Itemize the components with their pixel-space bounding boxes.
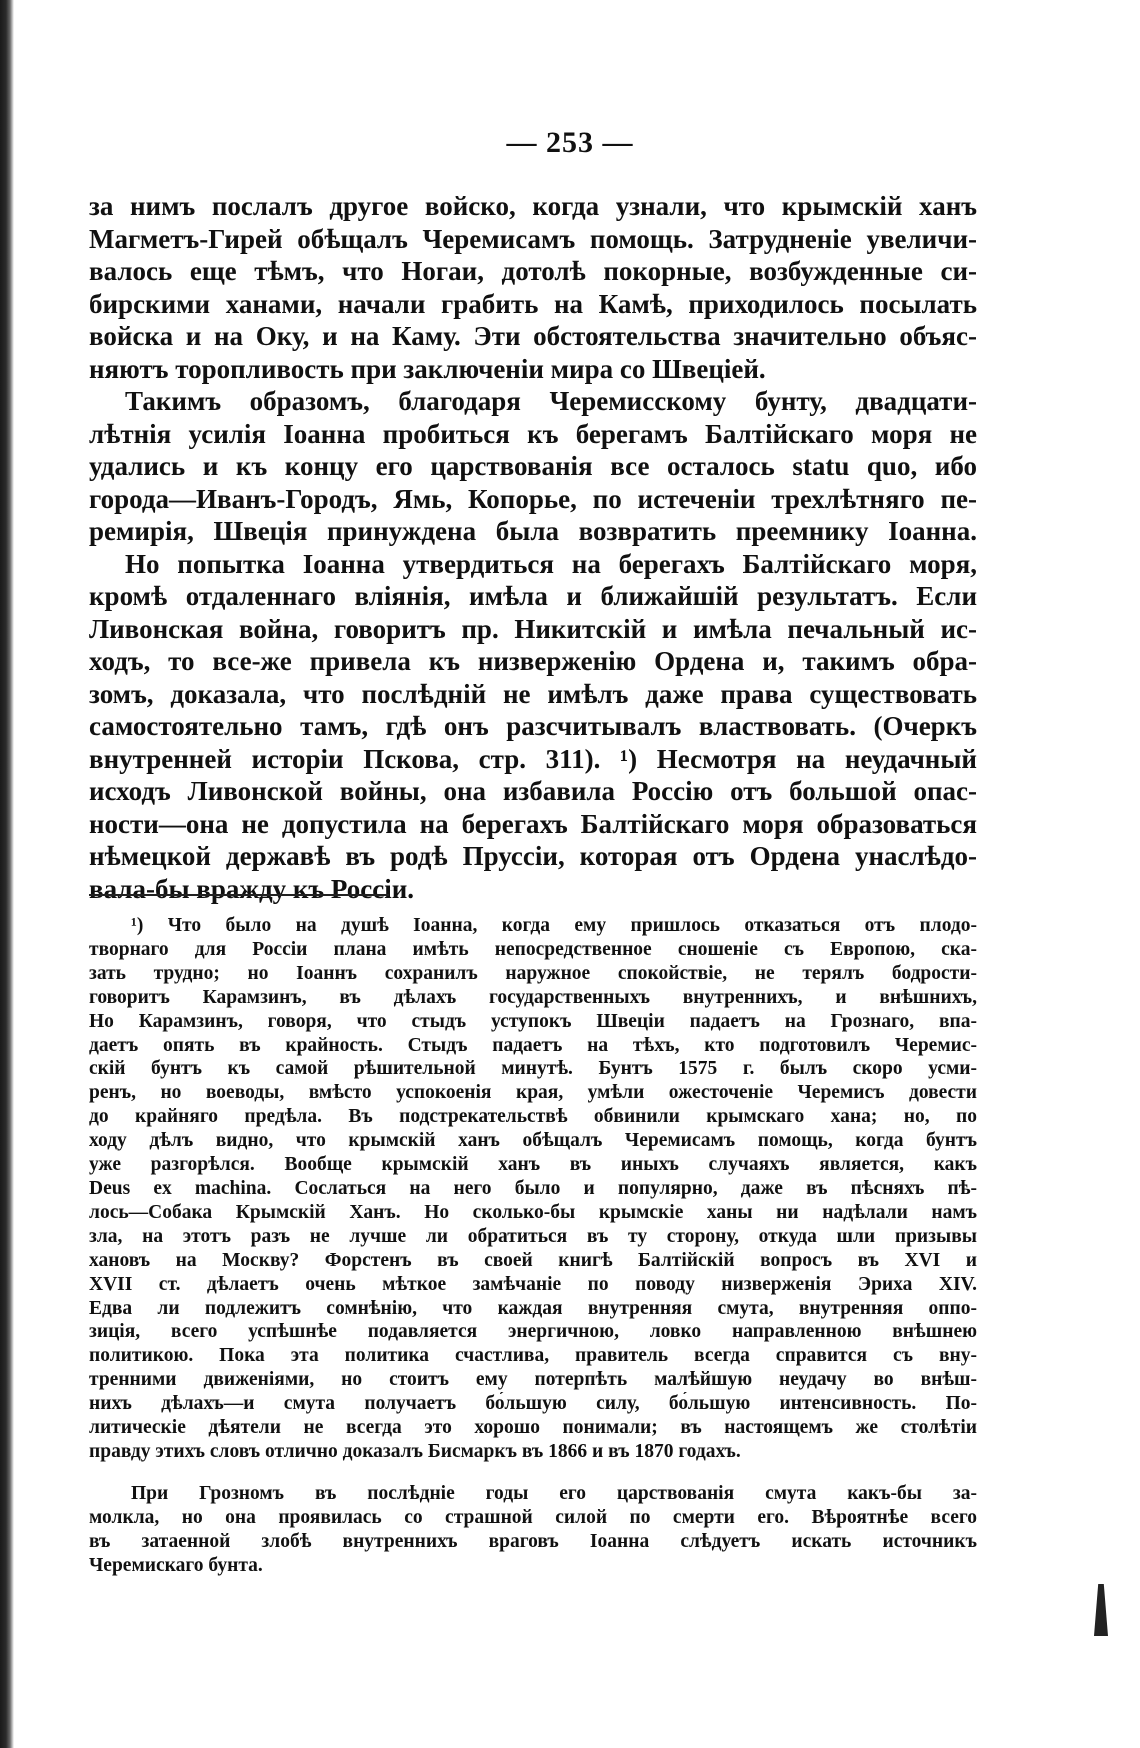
text-line: валось еще тѣмъ, что Ногаи, дотолѣ покорные, возбужденные си- [89,256,977,286]
text-line: Магметъ-Гирей обѣщалъ Черемисамъ помощь. Затрудненіе увеличи- [89,223,977,254]
scan-artifact-mark [1094,1584,1108,1636]
text-line: ности—она не допустила на берегахъ Балтійскаго моря образоваться [89,808,977,839]
text-line: ремирія, Швеція принуждена была возвратить преемнику Іоанна. [89,516,977,546]
page-number: — 253 — [506,126,634,159]
footnote-paragraph-gap [89,1464,977,1482]
text-line: ходъ, то все-же привела къ низверженію Ордена и, такимъ обра- [89,646,977,676]
text-line: удались и къ концу его царствованія все осталось statu quo, ибо [89,451,977,481]
footnote-line: правду этихъ словъ отлично доказалъ Бисмаркъ въ 1866 и въ 1870 годахъ. [89,1440,741,1462]
footnote-line: При Грозномъ въ послѣдніе годы его царствованія смута какъ-бы за- [131,1482,977,1504]
footnote-line: XVII ст. дѣлаетъ очень мѣткое замѣчаніе по поводу низверженія Эриха XIV. [89,1273,977,1295]
text-line: вала-бы вражду къ Россіи. [89,873,415,904]
text-line: за нимъ послалъ другое войско, когда узнали, что крымскій ханъ [89,191,977,221]
text-line: Ливонская война, говоритъ пр. Никитскій и имѣла печальный ис- [89,613,977,644]
text-line: войска и на Оку, и на Каму. Эти обстоятельства значительно объяс- [89,321,977,351]
footnote-line: Едва ли подлежитъ сомнѣнію, что каждая внутренняя смута, внутренняя оппо- [89,1297,977,1319]
text-line: кромѣ отдаленнаго вліянія, имѣла и ближайшій результатъ. Если [89,581,977,611]
footnote-line: ренъ, но воеводы, вмѣсто успокоенія края, умѣли ожесточеніе Черемисъ довести [89,1082,977,1104]
footnote-line: литическіе дѣятели не всегда это хорошо понимали; въ настоящемъ же столѣтіи [89,1417,977,1439]
footnote-line: зиція, всего успѣшнѣе подавляется энергичною, ловко направленною внѣшнею [89,1321,977,1343]
text-line: няютъ торопливость при заключеніи мира со Швеціей. [89,353,766,384]
text-line: исходъ Ливонской войны, она избавила Россію отъ большой опас- [89,776,977,806]
footnote-line: зать трудно; но Іоаннъ сохранилъ наружное спокойствіе, не терялъ бодрости- [89,962,977,984]
footnote-line: творнаго для Россіи плана имѣть непосредственное сношеніе съ Европою, ска- [89,938,977,960]
footnote-separator [89,894,389,896]
footnote-line: лось—Собака Крымскій Ханъ. Но сколько-бы крымскіе ханы ни надѣлали намъ [89,1201,977,1223]
footnote-line: Черемискаго бунта. [89,1554,263,1576]
footnote-line: зла, на этотъ разъ не лучше ли обратиться въ ту сторону, откуда шли призывы [89,1225,977,1247]
footnote-line: говоритъ Карамзинъ, въ дѣлахъ государственныхъ внутреннихъ, и внѣшнихъ, [89,986,977,1008]
text-line: Но попытка Іоанна утвердиться на берегахъ Балтійскаго моря, [125,548,977,579]
footnote-line: молкла, но она проявилась со страшной силой по смерти его. Вѣроятнѣе всего [89,1506,977,1528]
footnote-line: политикою. Пока эта политика счастлива, правитель всегда справится съ вну- [89,1345,977,1367]
text-line: Такимъ образомъ, благодаря Черемисскому бунту, двадцати- [125,386,977,416]
footnote-line: Но Карамзинъ, говоря, что стыдъ уступокъ Швеціи падаетъ на Грознаго, впа- [89,1010,977,1032]
footnote-line: нихъ дѣлахъ—и смута получаетъ бо́льшую силу, бо́льшую интенсивность. По- [89,1393,977,1415]
footnote-line: до крайняго предѣла. Въ подстрекательствѣ обвинили крымскаго хана; но, по [89,1106,977,1128]
footnote-line: тренними движеніями, но стоитъ ему потерпѣть малѣйшую неудачу во внѣш- [89,1369,977,1391]
text-line: нѣмецкой державѣ въ родѣ Пруссіи, которая отъ Ордена унаслѣдо- [89,841,977,871]
main-text-body [89,190,977,905]
text-line: самостоятельно тамъ, гдѣ онъ разсчитывалъ властвовать. (Очеркъ [89,711,977,741]
footnote-line: хановъ на Москву? Форстенъ въ своей книгѣ Балтійскій вопросъ въ XVI и [89,1249,977,1271]
footnotes-section [89,914,977,1577]
footnote-line: даетъ опять въ крайность. Стыдъ падаетъ на тѣхъ, кто подготовилъ Черемис- [89,1034,977,1056]
scan-binding-edge [0,0,14,1748]
text-line: бирскими ханами, начали грабить на Камѣ, приходилось посылать [89,288,977,319]
text-line: зомъ, доказала, что послѣдній не имѣлъ даже права существовать [89,678,977,709]
footnote-line: Deus ex machina. Сослаться на него было и популярно, даже въ пѣсняхъ пѣ- [89,1177,977,1199]
footnote-line: скій бунтъ къ самой рѣшительной минутѣ. Бунтъ 1575 г. былъ скоро усми- [89,1058,977,1080]
text-line: лѣтнія усилія Іоанна пробиться къ берегамъ Балтійскаго моря не [89,418,977,449]
footnote-line: въ затаенной злобѣ внутреннихъ враговъ Іоанна слѣдуетъ искать источникъ [89,1530,977,1552]
footnote-line: ходу дѣлъ видно, что крымскій ханъ обѣщалъ Черемисамъ помощь, когда бунтъ [89,1130,977,1152]
text-line: города—Иванъ-Городъ, Ямь, Копорье, по истеченіи трехлѣтняго пе- [89,483,977,514]
footnote-line: уже разгорѣлся. Вообще крымскій ханъ въ иныхъ случаяхъ является, какъ [89,1154,977,1176]
footnote-line: ¹) Что было на душѣ Іоанна, когда ему пришлось отказаться отъ плодо- [131,915,977,936]
text-line: внутренней исторіи Пскова, стр. 311). ¹) Несмотря на неудачный [89,743,977,774]
